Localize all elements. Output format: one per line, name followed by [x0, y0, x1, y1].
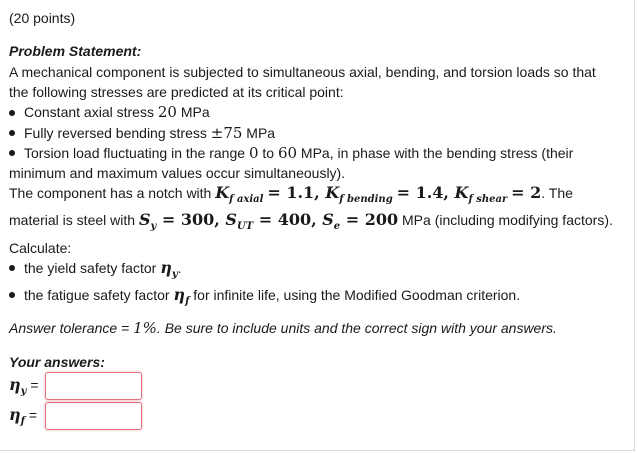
- eta-f-subscript: f: [185, 296, 190, 308]
- kf-shear-sub-f: f: [468, 194, 473, 206]
- material-line: [9, 210, 619, 237]
- kf-axial-value: = 1.1,: [267, 183, 326, 203]
- bullet-bending-text: Fully reversed bending stress: [24, 124, 211, 141]
- eta-y-answer-equals: =: [26, 377, 39, 393]
- answer-row-eta-y: [9, 372, 142, 400]
- eta-y-answer-symbol: η: [9, 375, 21, 394]
- answer-tolerance-note: [9, 319, 557, 337]
- answer-row-eta-f: [9, 402, 142, 430]
- kf-bending-subscript: [339, 194, 392, 205]
- se-symbol: S: [322, 210, 334, 230]
- kf-shear-sub-name: shear: [476, 194, 508, 206]
- notch-text-post: . The: [541, 185, 573, 202]
- kf-bending-value: = 1.4,: [396, 183, 455, 203]
- bullet-torsion-text: Torsion load fluctuating in the range: [24, 144, 249, 161]
- eta-y-answer-label: [9, 375, 45, 397]
- eta-f-answer-equals: =: [24, 407, 38, 423]
- bullet-axial-stress: [9, 102, 619, 122]
- yield-factor-post: .: [177, 259, 182, 276]
- eta-f-symbol: η: [173, 285, 186, 305]
- sy-subscript: y: [150, 221, 157, 233]
- axial-stress-value: 20: [157, 103, 177, 122]
- tolerance-text: Answer tolerance =: [9, 320, 134, 336]
- notch-line: [9, 183, 619, 210]
- kf-axial-subscript: [229, 194, 263, 205]
- eta-y-subscript: y: [171, 268, 178, 280]
- your-answers-heading: Your answers:: [9, 354, 105, 370]
- material-text-post: MPa (including modifying factors).: [398, 212, 613, 229]
- torsion-min-value: 0: [248, 143, 259, 162]
- intro-line-2: the following stresses are predicted at its critical point:: [9, 84, 344, 101]
- material-text: material is steel with: [9, 212, 139, 229]
- sut-subscript: UT: [236, 221, 254, 233]
- bending-stress-value: ±75: [210, 123, 243, 142]
- bullet-axial-text: Constant axial stress: [24, 104, 158, 121]
- calculate-label: Calculate:: [9, 239, 72, 256]
- problem-body: [9, 62, 619, 312]
- sut-symbol: S: [225, 210, 237, 230]
- yield-factor-text: the yield safety factor: [24, 259, 161, 276]
- eta-f-answer-label: [9, 405, 45, 427]
- eta-y-symbol: η: [160, 257, 172, 277]
- sy-symbol: S: [138, 210, 151, 230]
- eta-y-answer-input[interactable]: [45, 372, 142, 400]
- torsion-line-2: minimum and maximum values occur simultaneously).: [9, 165, 346, 182]
- kf-shear-value: = 2: [511, 183, 542, 203]
- eta-y-answer-subscript: y: [20, 386, 27, 397]
- tolerance-text-post: . Be sure to include units and the correct sign with your answers.: [156, 320, 557, 336]
- notch-text: The component has a notch with: [9, 185, 216, 202]
- kf-bending-sub-f: f: [339, 194, 344, 206]
- sut-value: = 400,: [253, 210, 323, 230]
- kf-axial-symbol: K: [215, 183, 230, 203]
- se-subscript: e: [333, 221, 341, 233]
- kf-shear-subscript: [468, 194, 507, 205]
- bullet-fatigue-factor: [9, 285, 619, 312]
- kf-bending-sub-name: bending: [347, 194, 393, 206]
- bullet-bending-stress: [9, 123, 619, 143]
- fatigue-factor-text: the fatigue safety factor: [24, 287, 174, 304]
- kf-shear-symbol: K: [454, 183, 469, 203]
- eta-f-answer-symbol: η: [9, 405, 21, 424]
- kf-axial-sub-f: f: [229, 194, 234, 206]
- eta-f-answer-input[interactable]: [45, 402, 142, 430]
- problem-heading: Problem Statement:: [9, 43, 142, 59]
- torsion-max-value: 60: [277, 143, 298, 162]
- se-value: = 200: [340, 210, 399, 230]
- fatigue-factor-post: for infinite life, using the Modified Goodman criterion.: [189, 287, 521, 304]
- tolerance-value: 1%: [133, 319, 157, 337]
- kf-axial-sub-name: axial: [236, 194, 264, 206]
- torsion-text-post: MPa, in phase with the bending stress (their: [297, 144, 574, 161]
- intro-line-1: A mechanical component is subjected to simultaneous axial, bending, and torsion loads so that: [9, 64, 596, 80]
- bending-stress-unit: MPa: [242, 124, 276, 141]
- torsion-range-to: to: [258, 144, 278, 161]
- bullet-yield-factor: [9, 258, 619, 285]
- eta-f-answer-subscript: f: [20, 416, 25, 427]
- points-label: (20 points): [9, 10, 76, 26]
- sy-value: = 300,: [156, 210, 226, 230]
- axial-stress-unit: MPa: [176, 104, 210, 121]
- bullet-torsion-load: [9, 143, 619, 163]
- kf-bending-symbol: K: [325, 183, 340, 203]
